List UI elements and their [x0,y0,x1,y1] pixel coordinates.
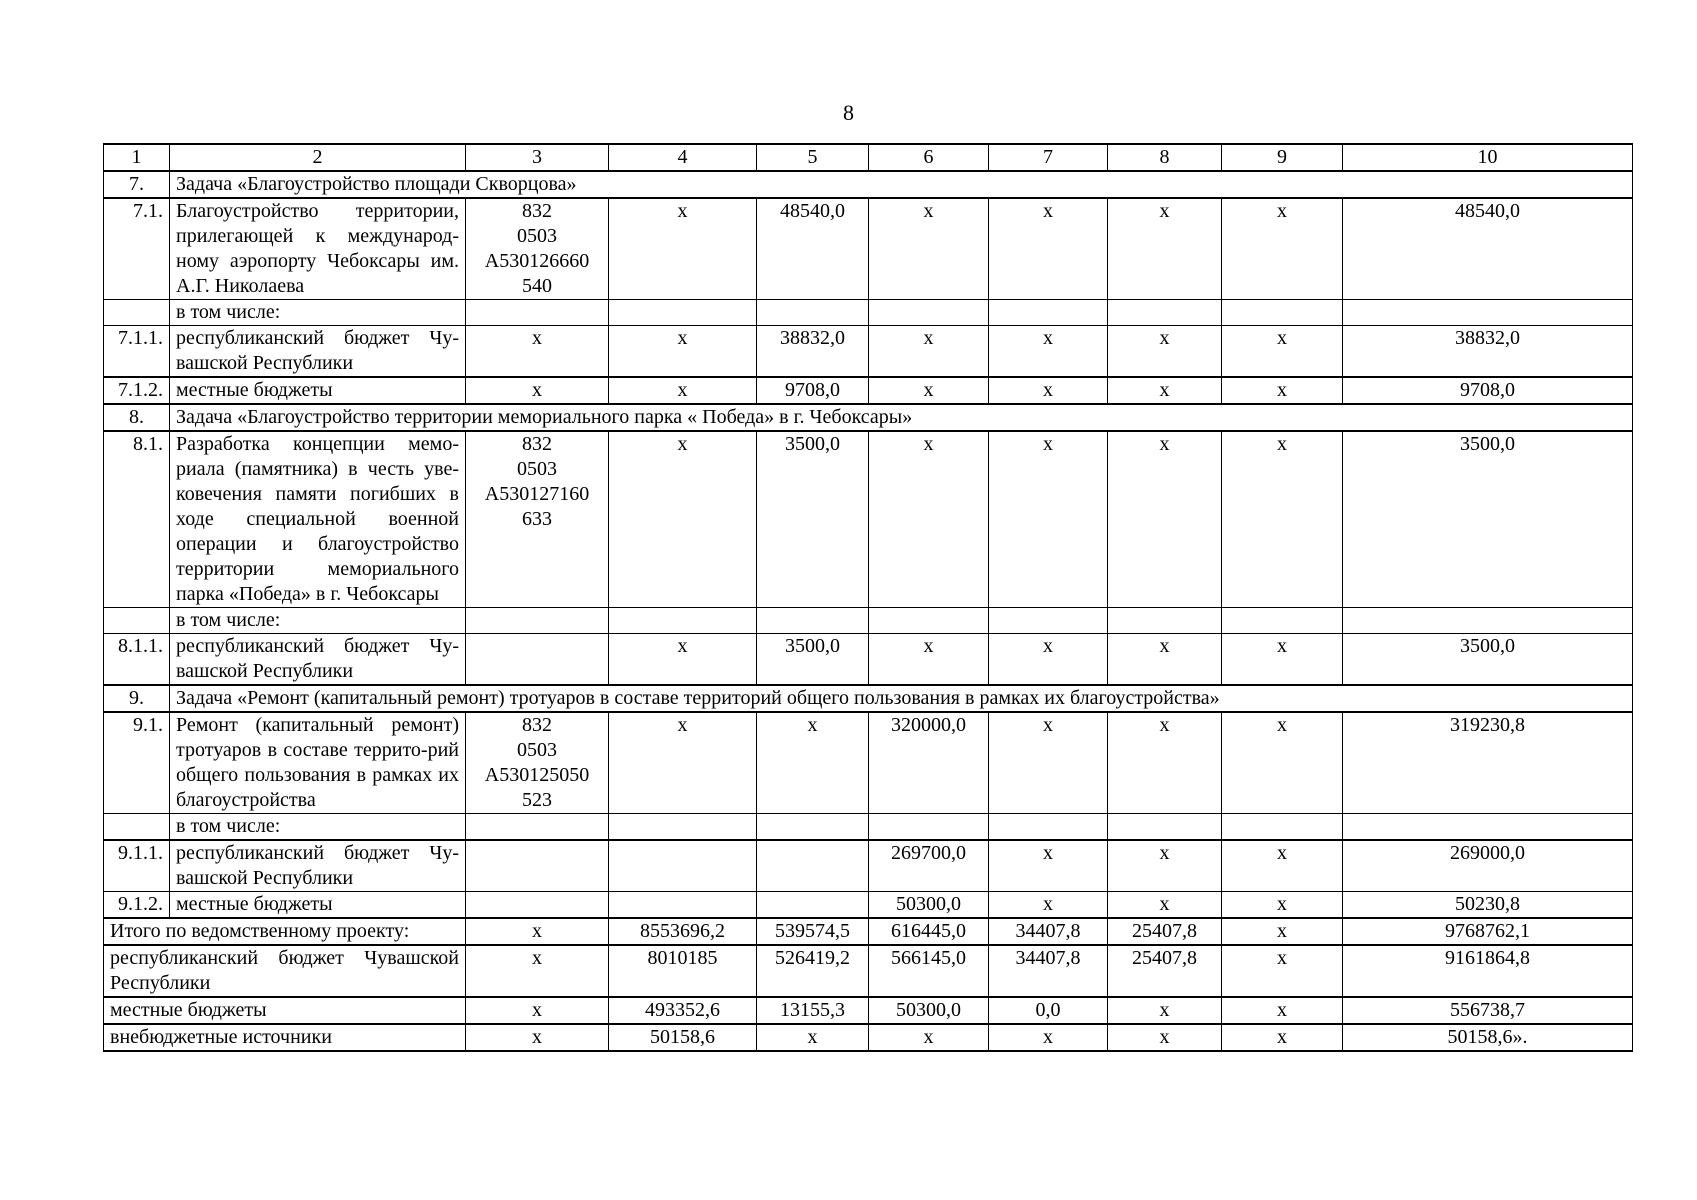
cell-col-4: х [609,198,757,300]
empty-cell [466,300,609,326]
row-number: 7.1. [104,198,170,300]
cell-col-5: 48540,0 [757,198,869,300]
cell-col-5: 3500,0 [757,634,869,686]
empty-cell [1222,814,1343,841]
cell-col-10: 48540,0 [1343,198,1633,300]
cell-col-10: 9768762,1 [1343,918,1633,945]
cell-col-4: х [609,326,757,378]
cell-col-3: х [466,377,609,404]
cell-col-7: х [989,840,1108,892]
cell-col-4 [609,892,757,919]
cell-col-10: 3500,0 [1343,431,1633,608]
task-number: 7. [104,171,170,198]
cell-col-9: х [1222,634,1343,686]
empty-cell [1343,608,1633,634]
cell-col-9: х [1222,198,1343,300]
budget-code-line: 540 [522,275,552,297]
budget-code-line: 832 [522,433,552,455]
table-row [104,431,1633,608]
cell-col-6: 320000,0 [869,712,989,814]
cell-col-6: 616445,0 [869,918,989,945]
cell-col-7: х [989,892,1108,919]
empty-cell [869,608,989,634]
empty-cell [104,608,170,634]
cell-col-3: х [466,997,609,1024]
empty-cell [989,608,1108,634]
cell-col-4: х [609,634,757,686]
task-title: Задача «Ремонт (капитальный ремонт) тротуаров в составе территорий общего пользования в рамках их благоустройства» [170,685,1633,712]
cell-col-10: 3500,0 [1343,634,1633,686]
col-header-1: 1 [104,144,170,171]
cell-col-5: 38832,0 [757,326,869,378]
cell-col-7: х [989,1024,1108,1051]
budget-code [466,431,609,608]
row-number: 7.1.2. [104,377,170,404]
empty-cell [466,608,609,634]
including-label: в том числе: [170,814,466,841]
budget-code [466,712,609,814]
cell-col-8: х [1108,634,1222,686]
cell-col-5 [757,840,869,892]
cell-col-6: х [869,1024,989,1051]
empty-cell [104,814,170,841]
cell-col-9: х [1222,431,1343,608]
task-row [104,404,1633,431]
total-label: внебюджетные источники [104,1024,466,1051]
row-name: местные бюджеты [170,377,466,404]
empty-cell [1343,814,1633,841]
cell-col-9: х [1222,326,1343,378]
empty-cell [1222,300,1343,326]
including-row [104,608,1633,634]
empty-cell [466,814,609,841]
cell-col-6: 566145,0 [869,945,989,997]
cell-col-3: х [466,1024,609,1051]
cell-col-6: х [869,377,989,404]
budget-code-line: 633 [522,508,552,530]
row-name: республиканский бюджет Чу-вашской Республики [170,840,466,892]
empty-cell [609,300,757,326]
cell-col-7: х [989,198,1108,300]
table-row [104,198,1633,300]
cell-col-5: 9708,0 [757,377,869,404]
col-header-10: 10 [1343,144,1633,171]
total-label: местные бюджеты [104,997,466,1024]
task-number: 8. [104,404,170,431]
col-header-9: 9 [1222,144,1343,171]
budget-code [466,198,609,300]
row-name: Разработка концепции мемо-риала (памятника) в честь уве-ковечения памяти погибших в ходе специальной военной операции и благоустройство территории мемориального парка «Победа» в г. Чебоксары [170,431,466,608]
cell-col-6: 50300,0 [869,892,989,919]
cell-col-4 [609,840,757,892]
cell-col-4: 8010185 [609,945,757,997]
column-number-row [104,144,1633,171]
table-row [104,377,1633,404]
col-header-8: 8 [1108,144,1222,171]
cell-col-10: 556738,7 [1343,997,1633,1024]
empty-cell [104,300,170,326]
row-name: местные бюджеты [170,892,466,919]
cell-col-10: 269000,0 [1343,840,1633,892]
budget-code-line: 0503 [517,225,557,247]
cell-col-7: х [989,634,1108,686]
budget-code-line: 523 [522,789,552,811]
including-label: в том числе: [170,300,466,326]
cell-col-8: х [1108,712,1222,814]
col-header-2: 2 [170,144,466,171]
cell-col-6: 269700,0 [869,840,989,892]
cell-col-5: 3500,0 [757,431,869,608]
task-title: Задача «Благоустройство территории мемориального парка « Победа» в г. Чебоксары» [170,404,1633,431]
cell-col-9: х [1222,840,1343,892]
budget-code-line: 0503 [517,739,557,761]
empty-cell [757,300,869,326]
row-name: республиканский бюджет Чу-вашской Республики [170,326,466,378]
cell-col-7: х [989,431,1108,608]
empty-cell [869,814,989,841]
empty-cell [1108,300,1222,326]
budget-code-line: 832 [522,714,552,736]
cell-col-5 [757,892,869,919]
table-row [104,326,1633,378]
cell-col-9: х [1222,377,1343,404]
cell-col-3: х [466,945,609,997]
cell-col-8: х [1108,1024,1222,1051]
cell-col-4: 50158,6 [609,1024,757,1051]
col-header-3: 3 [466,144,609,171]
task-row [104,685,1633,712]
empty-cell [757,814,869,841]
total-label: Итого по ведомственному проекту: [104,918,466,945]
page-number: 8 [843,100,854,125]
empty-cell [989,300,1108,326]
cell-col-8: 25407,8 [1108,918,1222,945]
col-header-6: 6 [869,144,989,171]
including-row [104,814,1633,841]
cell-col-5: х [757,712,869,814]
cell-col-9: х [1222,712,1343,814]
cell-col-7: х [989,377,1108,404]
cell-col-6: х [869,326,989,378]
task-number: 9. [104,685,170,712]
cell-col-5: х [757,1024,869,1051]
cell-col-8: х [1108,892,1222,919]
budget-table [103,143,1633,1052]
cell-col-8: х [1108,377,1222,404]
cell-col-5: 526419,2 [757,945,869,997]
cell-col-3: х [466,918,609,945]
cell-col-3 [466,892,609,919]
cell-col-5: 539574,5 [757,918,869,945]
empty-cell [609,608,757,634]
cell-col-4: 493352,6 [609,997,757,1024]
table-row [104,892,1633,919]
cell-col-8: х [1108,840,1222,892]
cell-col-8: х [1108,431,1222,608]
cell-col-4: х [609,377,757,404]
empty-cell [1108,608,1222,634]
cell-col-9: х [1222,918,1343,945]
cell-col-8: х [1108,326,1222,378]
row-name: республиканский бюджет Чу-вашской Республики [170,634,466,686]
cell-col-9: х [1222,1024,1343,1051]
col-header-4: 4 [609,144,757,171]
cell-col-8: 25407,8 [1108,945,1222,997]
cell-col-3 [466,840,609,892]
empty-cell [1222,608,1343,634]
total-row [104,918,1633,945]
cell-col-4: х [609,431,757,608]
empty-cell [989,814,1108,841]
empty-cell [869,300,989,326]
row-name: Благоустройство территории, прилегающей к международ-ному аэропорту Чебоксары им. А.Г. Николаева [170,198,466,300]
cell-col-10: 50158,6». [1343,1024,1633,1051]
cell-col-10: 319230,8 [1343,712,1633,814]
cell-col-10: 9708,0 [1343,377,1633,404]
cell-col-6: 50300,0 [869,997,989,1024]
task-title: Задача «Благоустройство площади Скворцова» [170,171,1633,198]
row-number: 8.1.1. [104,634,170,686]
empty-cell [757,608,869,634]
budget-code-line: 0503 [517,458,557,480]
cell-col-7: 34407,8 [989,945,1108,997]
table-row [104,712,1633,814]
cell-col-6: х [869,198,989,300]
cell-col-8: х [1108,997,1222,1024]
row-number: 9.1.1. [104,840,170,892]
cell-col-7: х [989,712,1108,814]
budget-code-line: А530127160 [484,483,590,505]
empty-cell [1343,300,1633,326]
cell-col-3: х [466,326,609,378]
budget-code-line: А530126660 [484,250,590,272]
cell-col-7: 34407,8 [989,918,1108,945]
budget-code-line: 832 [522,200,552,222]
row-number: 7.1.1. [104,326,170,378]
including-row [104,300,1633,326]
including-label: в том числе: [170,608,466,634]
cell-col-9: х [1222,892,1343,919]
cell-col-4: 8553696,2 [609,918,757,945]
cell-col-10: 50230,8 [1343,892,1633,919]
row-number: 9.1. [104,712,170,814]
cell-col-7: 0,0 [989,997,1108,1024]
empty-cell [609,814,757,841]
task-row [104,171,1633,198]
cell-col-5: 13155,3 [757,997,869,1024]
cell-col-4: х [609,712,757,814]
cell-col-10: 9161864,8 [1343,945,1633,997]
cell-col-6: х [869,431,989,608]
cell-col-7: х [989,326,1108,378]
cell-col-8: х [1108,198,1222,300]
total-row [104,945,1633,997]
cell-col-3 [466,634,609,686]
total-label: республиканский бюджет Чувашской Республики [104,945,466,997]
table-row [104,840,1633,892]
cell-col-10: 38832,0 [1343,326,1633,378]
table-row [104,634,1633,686]
col-header-7: 7 [989,144,1108,171]
row-number: 8.1. [104,431,170,608]
cell-col-9: х [1222,945,1343,997]
row-name: Ремонт (капитальный ремонт) тротуаров в составе террито-рий общего пользования в рамках их благоустройства [170,712,466,814]
cell-col-6: х [869,634,989,686]
budget-code-line: А530125050 [484,764,590,786]
cell-col-9: х [1222,997,1343,1024]
row-number: 9.1.2. [104,892,170,919]
empty-cell [1108,814,1222,841]
total-row [104,997,1633,1024]
total-row [104,1024,1633,1051]
col-header-5: 5 [757,144,869,171]
